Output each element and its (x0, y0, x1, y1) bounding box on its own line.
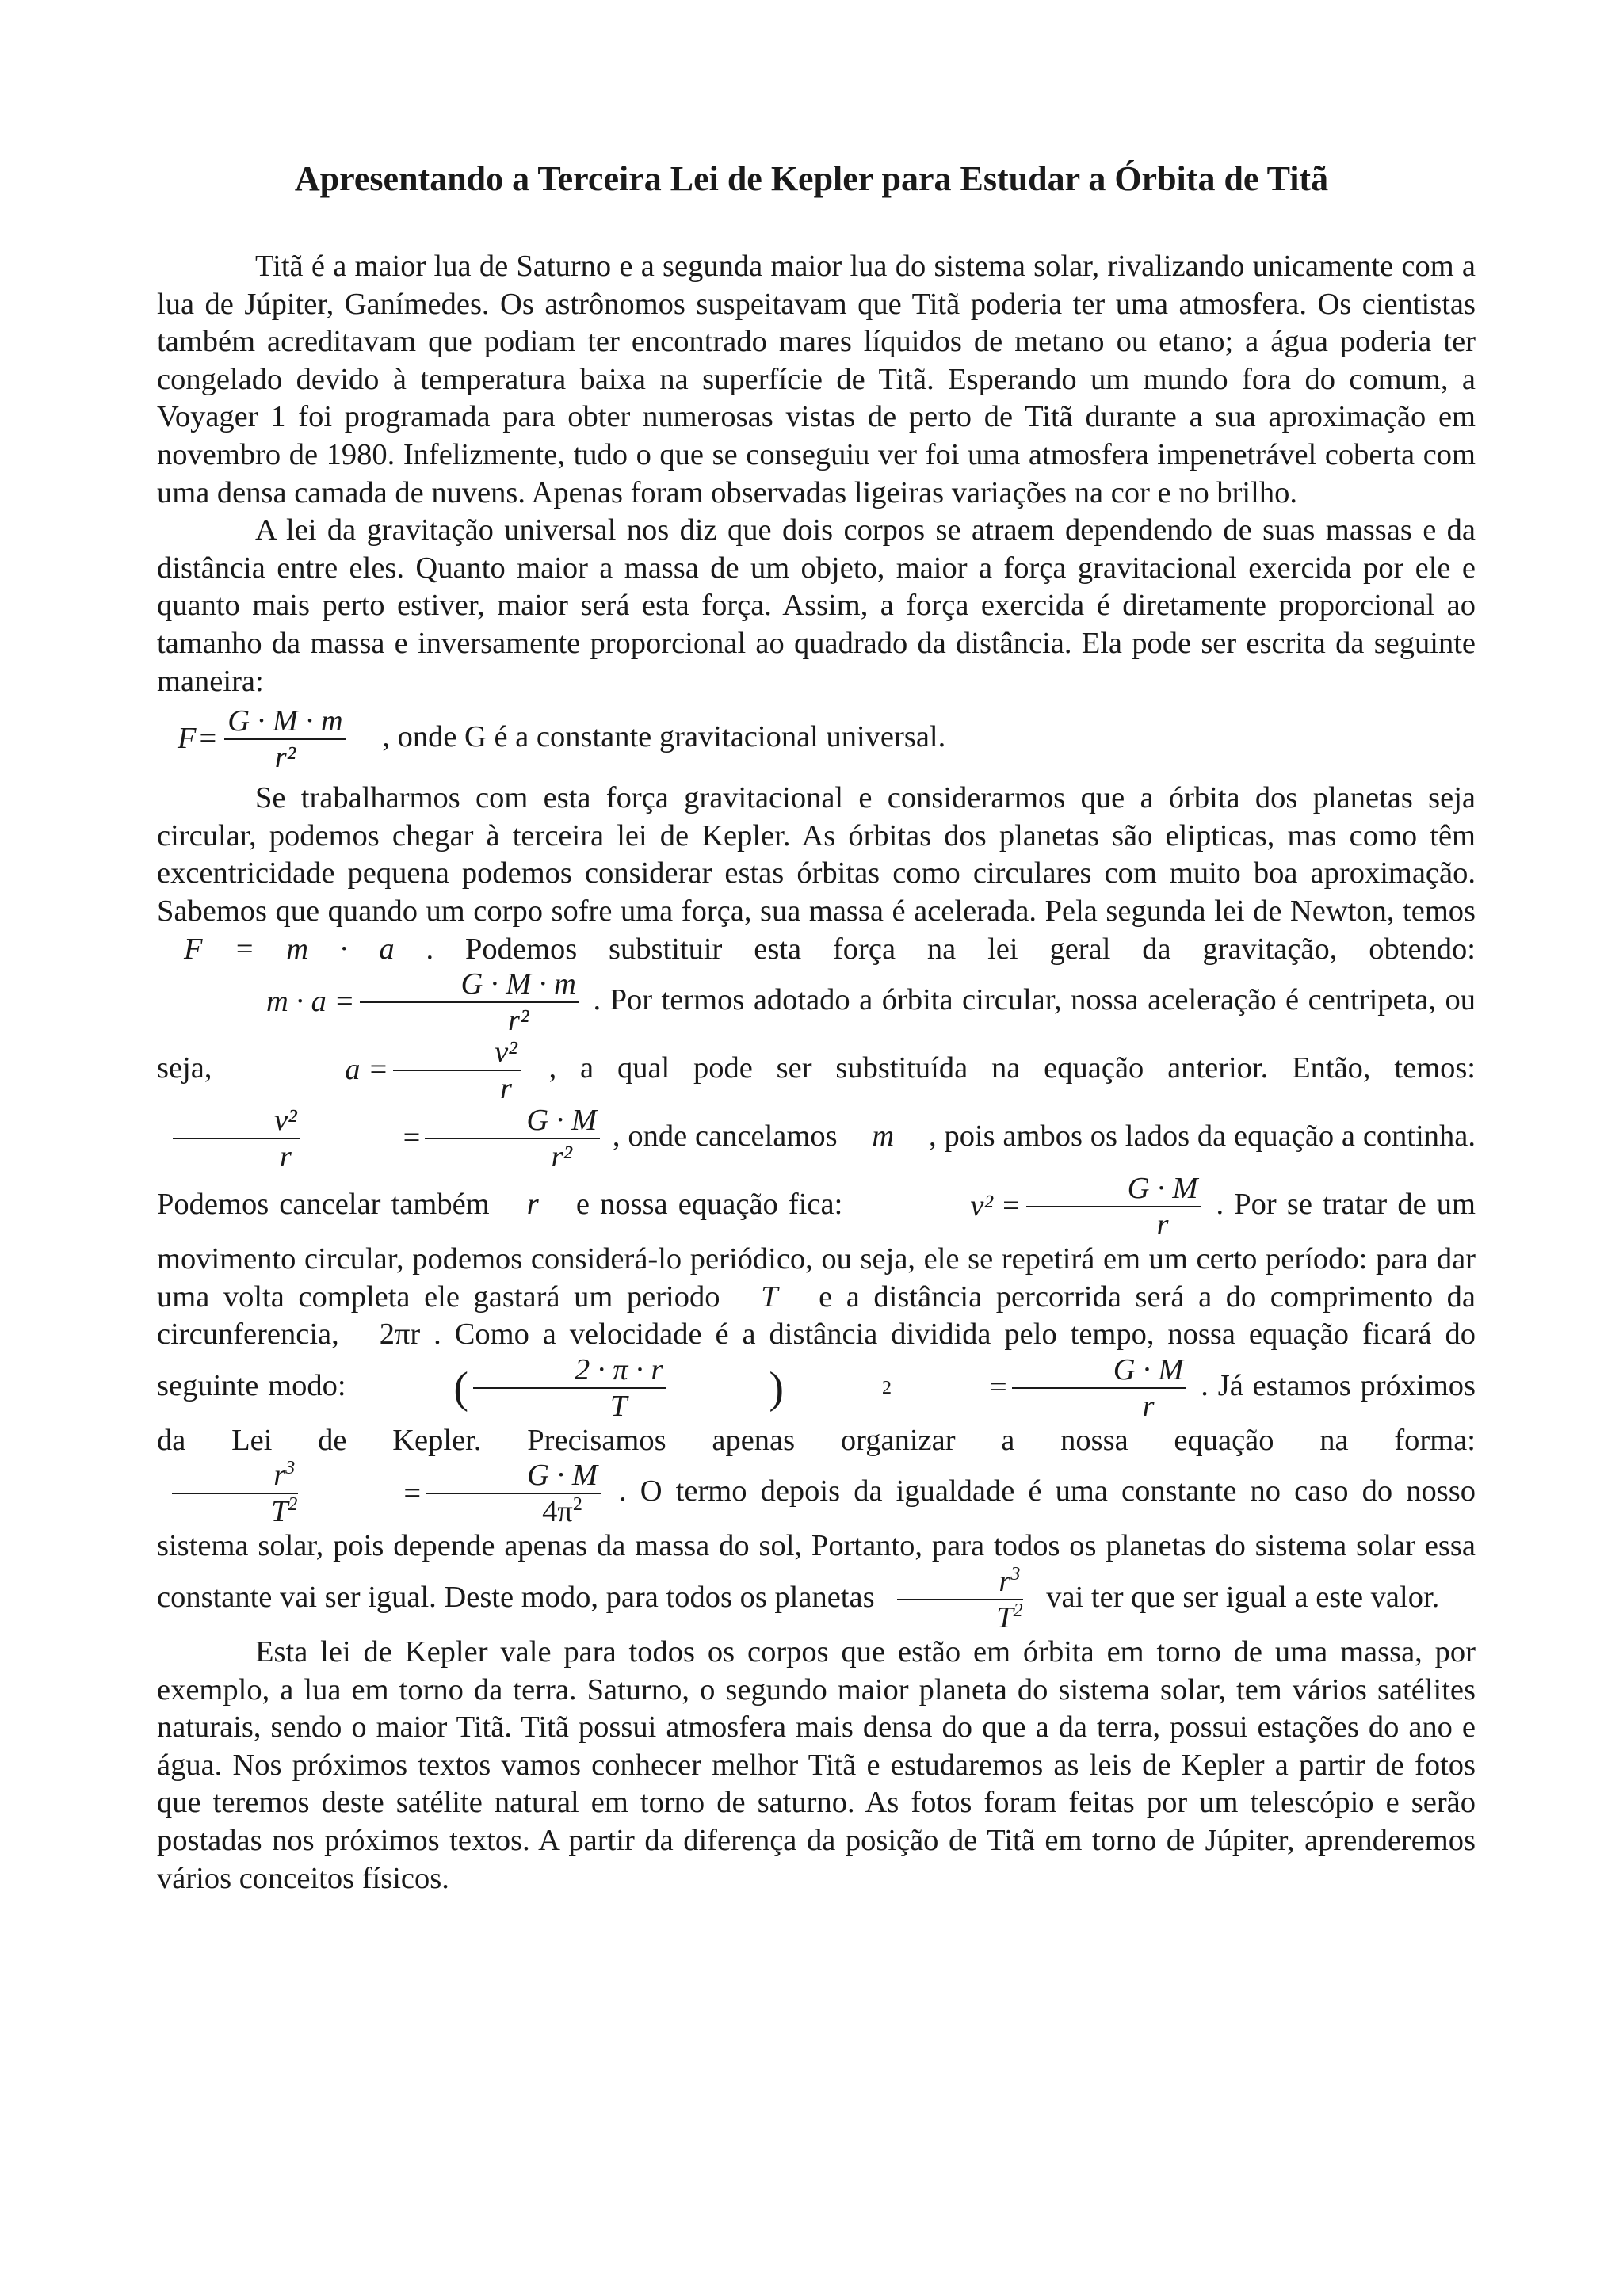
fraction-denominator: r² (551, 1140, 572, 1174)
document-body (157, 248, 1476, 1897)
fraction-denominator: $T^2$ (996, 1600, 1023, 1635)
text-run: , pois ambos os lados da equação a continha. Podemos cancelar também (157, 1119, 1476, 1221)
text-run: . O termo depois da igualdade é uma constante no caso do nosso sistema solar, pois depende apenas da massa do sol, Portanto, para todos os planetas do sistema solar essa constante vai ser igual. Deste modo, para todos os planetas (157, 1474, 1476, 1614)
text-run: e nossa equação fica: (575, 1187, 843, 1221)
eq-equals: = (989, 1371, 1007, 1405)
fraction-numerator: G · M (425, 1104, 600, 1139)
fraction-denominator: r (1156, 1208, 1169, 1242)
eq-lhs: v² = (970, 1189, 1022, 1223)
fraction-numerator: G · M · m (224, 705, 346, 740)
fraction-denominator: $4\pi^2$ (542, 1494, 582, 1529)
paragraph-kepler-derivation (157, 780, 1476, 1634)
equation-substitution (168, 968, 584, 1036)
paragraph-saturn: Esta lei de Kepler vale para todos os corpos que estão em órbita em torno de uma massa, por exemplo, a lua em torno da terra. Saturno, o segundo maior planeta do sistema solar, tem vários satélites naturais, sendo o maior Titã. Titã possui atmosfera mais densa do que a da terra, possui estações do ano e água. Nos próximos textos vamos conhecer melhor Titã e estudaremos as leis de Kepler a partir de fotos que teremos deste satélite natural em torno de saturno. As fotos foram feitas por um telescópio e serão postadas nos próximos textos. A partir da diferença da posição de Titã em torno de Júpiter, aprenderemos vários conceitos físicos. (157, 1635, 1476, 1895)
equation-velocity (872, 1173, 1205, 1241)
fraction-denominator: $T^2$ (271, 1494, 298, 1529)
fraction (393, 1036, 521, 1104)
equation-gravitation-line (178, 705, 1476, 773)
equation-centripetal (246, 1036, 525, 1104)
equation-caption: , onde G é a constante gravitacional universal. (382, 719, 946, 753)
eq-symbol: F (178, 722, 197, 756)
equation-ratio (890, 1566, 1030, 1634)
inline-circumference: 2πr (379, 1318, 421, 1352)
fraction-numerator: $r^3$ (897, 1566, 1023, 1600)
text-run: . Por se tratar de um movimento circular, podemos considerá-lo periódico, ou seja, ele se repetirá em um certo período: para dar uma volta completa ele gastará um periodo (157, 1187, 1476, 1314)
fraction-numerator: G · M (1012, 1354, 1187, 1389)
eq-lhs: m · a = (266, 985, 355, 1019)
fraction-denominator: r (499, 1072, 512, 1106)
eq-lhs: a = (345, 1053, 389, 1087)
fraction-denominator: T (609, 1389, 628, 1423)
fraction-numerator: G · M · m (360, 968, 579, 1003)
fraction (426, 1459, 601, 1527)
text-run: . Como a velocidade é a distância dividida pelo tempo, nossa equação ficará do seguinte modo: (157, 1318, 1476, 1402)
equation-kepler-third-law (165, 1459, 605, 1527)
inline-symbol-m: m (872, 1119, 895, 1153)
fraction (224, 705, 346, 773)
eq-equals: = (403, 1121, 421, 1155)
paragraph-intro: Titã é a maior lua de Saturno e a segunda maior lua do sistema solar, rivalizando unicamente com a lua de Júpiter, Ganímedes. Os astrônomos suspeitavam que Titã poderia ter uma atmosfera. Os cientistas também acreditavam que podiam ter encontrado mares líquidos de metano ou etano; a água poderia ter congelado devido à temperatura baixa na superfície de Titã. Esperando um mundo fora do comum, a Voyager 1 foi programada para obter numerosas vistas de perto de Titã durante a sua aproximação em novembro de 1980. Infelizmente, tudo o que se conseguiu ver foi uma atmosfera impenetrável coberta com uma densa camada de nuvens. Apenas foram observadas ligeiras variações na cor e no brilho. (157, 250, 1476, 509)
inline-symbol-r: r (526, 1187, 539, 1221)
fraction-denominator: r (1142, 1389, 1155, 1423)
fraction-denominator: r² (274, 741, 296, 775)
fraction-denominator: r² (508, 1004, 529, 1038)
text-run: , onde cancelamos (612, 1119, 838, 1153)
fraction-denominator: r (279, 1140, 292, 1174)
fraction-numerator: v² (393, 1036, 521, 1071)
inline-symbol-T: T (761, 1280, 778, 1314)
fraction (360, 968, 579, 1036)
fraction (1026, 1173, 1201, 1241)
text-run: e a distância percorrida será a do comprimento da circunferencia, (157, 1280, 1476, 1352)
eq-equals: = (199, 722, 217, 756)
text-run: Se trabalharmos com esta força gravitacional e considerarmos que a órbita dos planetas seja circular, podemos chegar à terceira lei de Kepler. As órbitas dos planetas são elipticas, mas como têm excentricidade pequena podemos considerar estas órbitas como circulares com muito boa aproximação. Sabemos que quando um corpo sofre uma força, sua massa é acelerada. Pela segunda lei de Newton, temos (157, 781, 1476, 928)
fraction (1012, 1354, 1187, 1422)
fraction-numerator: $r^3$ (172, 1459, 298, 1494)
equation-combined (168, 1104, 605, 1173)
fraction (170, 1459, 300, 1527)
text-run: . Já estamos próximos da Lei de Kepler. Precisamos apenas organizar a nossa equação na forma: (157, 1368, 1476, 1457)
fraction-numerator: G · M (426, 1459, 601, 1494)
paragraph-gravitation: A lei da gravitação universal nos diz que dois corpos se atraem dependendo de suas massas e da distância entre eles. Quanto maior a massa de um objeto, maior a força gravitacional exercida por ele e quanto mais perto estiver, maior será esta força. Assim, a força exercida é diretamente proporcional ao tamanho da massa e inversamente proporcional ao quadrado da distância. Ela pode ser escrita da seguinte maneira: (157, 513, 1476, 698)
fraction (473, 1354, 666, 1422)
fraction (173, 1104, 300, 1173)
text-run: . Por termos adotado a órbita circular, nossa aceleração é centripeta, ou seja, (157, 982, 1476, 1085)
fraction-numerator: G · M (1026, 1173, 1201, 1207)
fraction (425, 1104, 600, 1173)
equation-period: ( $\frac{2 \cdot \pi \cdot r}{T}$ ) 2 = $\frac{G \cdot M}{r}$ (355, 1354, 1191, 1422)
eq-equals: = (403, 1476, 422, 1510)
fraction (895, 1566, 1025, 1634)
inline-equation-newton: F = m · a (184, 932, 395, 966)
paren-right: ) (769, 1363, 784, 1413)
equation-gravitation (178, 705, 351, 773)
fraction-numerator: v² (173, 1104, 300, 1139)
page-title: Apresentando a Terceira Lei de Kepler para Estudar a Órbita de Titã (294, 159, 1329, 198)
fraction-numerator: 2 · π · r (473, 1354, 666, 1389)
text-run: . Podemos substituir esta força na lei geral da gravitação, obtendo: (426, 932, 1476, 966)
text-run: , a qual pode ser substituída na equação anterior. Então, temos: (548, 1051, 1476, 1085)
text-run: vai ter que ser igual a este valor. (1046, 1580, 1440, 1614)
paren-left: ( (453, 1363, 469, 1413)
